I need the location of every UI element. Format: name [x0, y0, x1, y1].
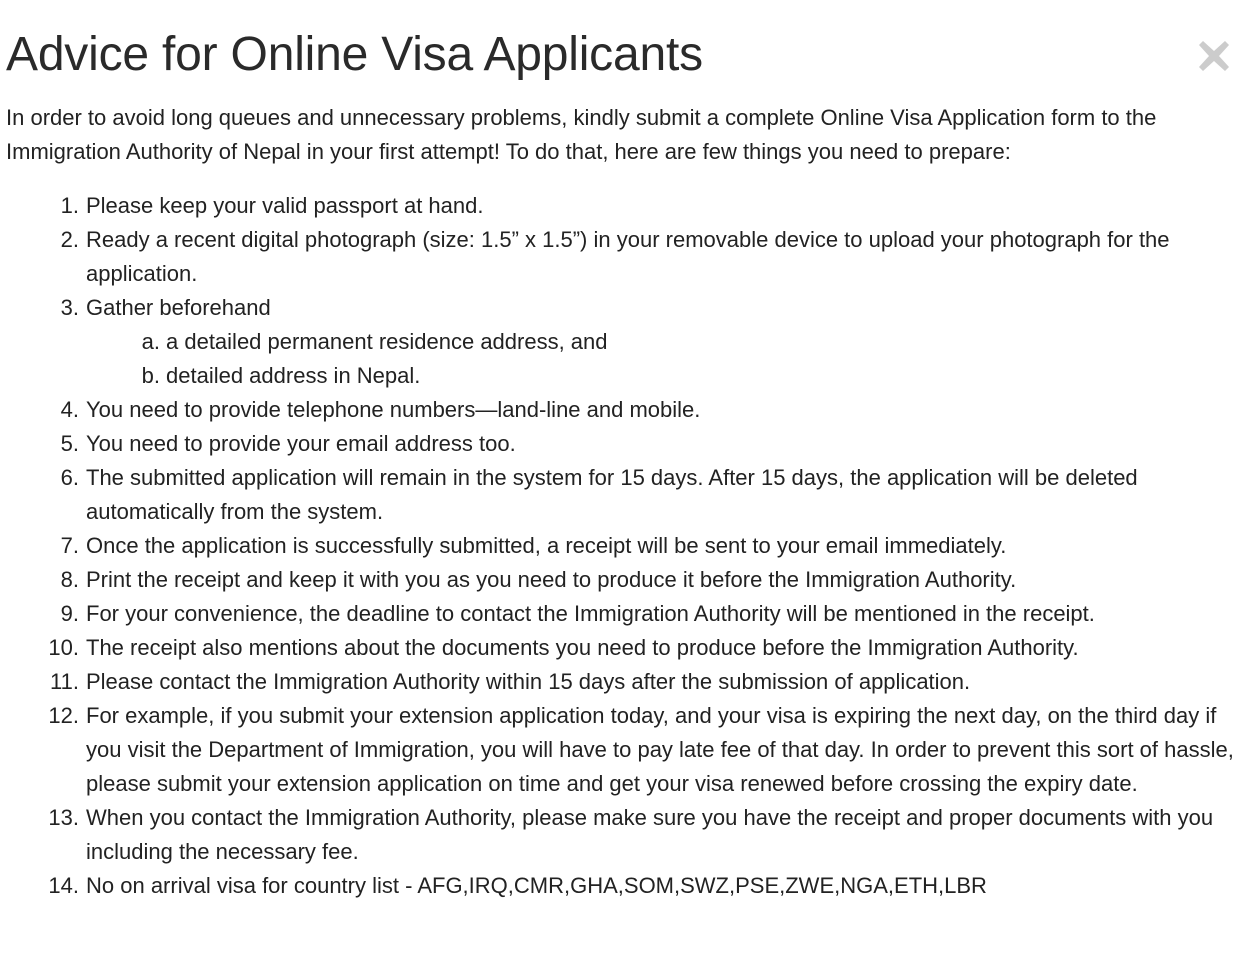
list-item-text: Gather beforehand [86, 295, 271, 320]
list-item-text: You need to provide telephone numbers—land-line and mobile. [86, 397, 701, 422]
sublist-item: detailed address in Nepal. [166, 363, 421, 388]
list-item [86, 393, 1236, 427]
list-item-text: Please keep your valid passport at hand. [86, 193, 484, 218]
list-item [86, 597, 1236, 631]
list-item-text: For example, if you submit your extension application today, and your visa is expiring the next day, on the third day if you visit the Department of Immigration, you will have to pay late fee of that day. In order to prevent this sort of hassle, please submit your extension application on time and get your visa renewed before crossing the expiry date. [86, 703, 1234, 796]
address-sublist [86, 325, 1236, 393]
list-item [86, 223, 1236, 291]
list-item [86, 529, 1236, 563]
list-item-text: The submitted application will remain in the system for 15 days. After 15 days, the application will be deleted automatically from the system. [86, 465, 1138, 524]
list-item [86, 631, 1236, 665]
list-item-text: The receipt also mentions about the documents you need to produce before the Immigration Authority. [86, 635, 1079, 660]
list-item-text: Print the receipt and keep it with you as you need to produce it before the Immigration Authority. [86, 567, 1017, 592]
list-item [86, 699, 1236, 801]
list-item-text: No on arrival visa for country list - AFG,IRQ,CMR,GHA,SOM,SWZ,PSE,ZWE,NGA,ETH,LBR [86, 873, 987, 898]
close-icon [1196, 38, 1232, 74]
sublist-item: a detailed permanent residence address, and [166, 329, 608, 354]
list-item [86, 427, 1236, 461]
list-item [86, 801, 1236, 869]
list-item [86, 291, 1236, 393]
requirements-list [86, 189, 1236, 903]
list-item [86, 189, 1236, 223]
list-item [86, 869, 1236, 903]
list-item-text: For your convenience, the deadline to contact the Immigration Authority will be mentioned in the receipt. [86, 601, 1095, 626]
list-item-text: When you contact the Immigration Authority, please make sure you have the receipt and proper documents with you including the necessary fee. [86, 805, 1214, 864]
intro-paragraph: In order to avoid long queues and unnecessary problems, kindly submit a complete Online Visa Application form to the Immigration Authority of Nepal in your first attempt! To do that, here are few things you need to prepare: [6, 105, 1157, 164]
list-item-text: Please contact the Immigration Authority within 15 days after the submission of application. [86, 669, 971, 694]
list-item-text: You need to provide your email address too. [86, 431, 516, 456]
list-item [86, 563, 1236, 597]
modal-title: Advice for Online Visa Applicants [6, 28, 703, 81]
list-item-text: Once the application is successfully submitted, a receipt will be sent to your email immediately. [86, 533, 1007, 558]
close-button[interactable] [1196, 38, 1232, 74]
list-item-text: Ready a recent digital photograph (size: 1.5” x 1.5”) in your removable device to upload your photograph for the application. [86, 227, 1170, 286]
list-item [86, 665, 1236, 699]
list-item [86, 461, 1236, 529]
